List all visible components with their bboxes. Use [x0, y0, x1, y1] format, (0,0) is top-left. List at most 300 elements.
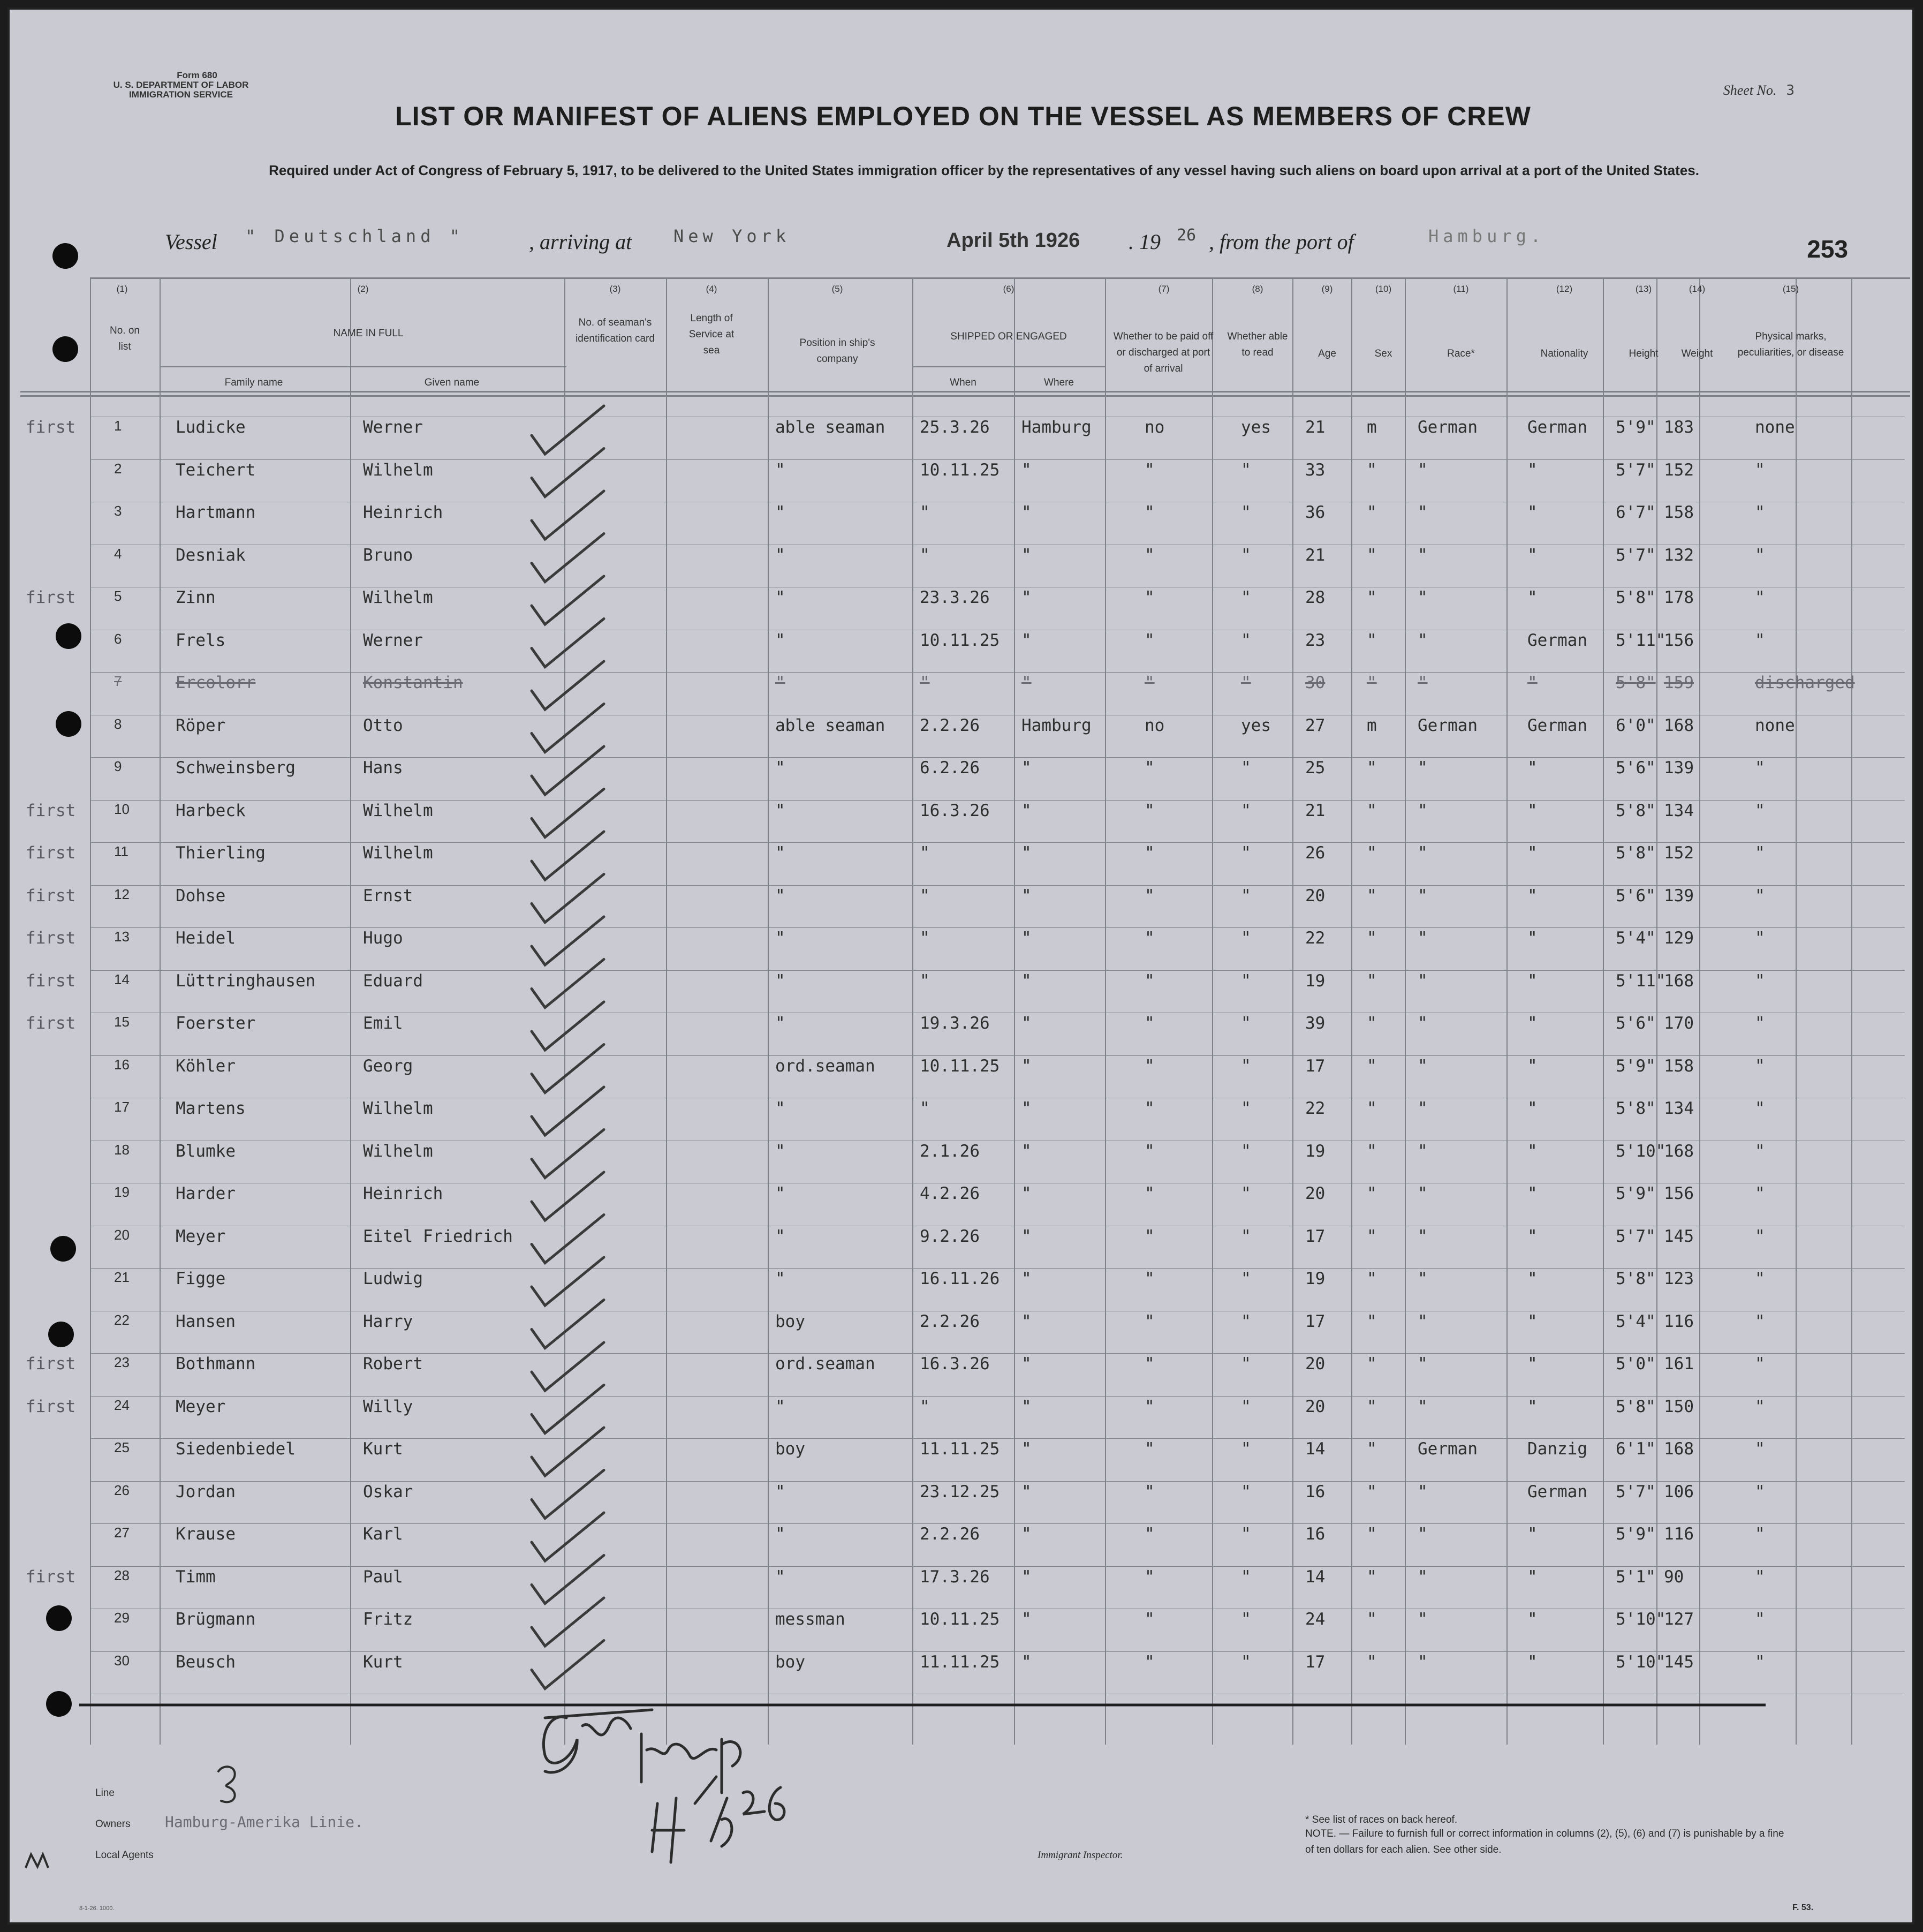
paid-off: " [1145, 758, 1155, 778]
sex: " [1367, 460, 1377, 480]
shipped-when: " [920, 1397, 930, 1416]
check-mark [532, 1513, 604, 1561]
col-num-1: (1) [116, 284, 128, 294]
col-position: Position in ship's company [799, 337, 875, 365]
nationality: Danzig [1527, 1439, 1587, 1459]
col-shipped: SHIPPED OR ENGAGED [950, 331, 1067, 342]
position: " [775, 1226, 785, 1246]
physical-marks: " [1755, 1226, 1765, 1246]
age: 22 [1305, 1099, 1326, 1118]
owners-label: Owners [95, 1818, 131, 1830]
age: 36 [1305, 503, 1326, 522]
shipped-where: " [1021, 1397, 1032, 1416]
local-agents-label: Local Agents [95, 1850, 154, 1861]
weight: 158 [1664, 1056, 1694, 1076]
weight: 139 [1664, 758, 1694, 778]
height: 5'10" [1616, 1610, 1666, 1629]
position: " [775, 630, 785, 650]
age: 21 [1305, 545, 1326, 565]
family-name: Heidel [176, 929, 236, 948]
first-trip-note: first [26, 1014, 76, 1033]
nationality: German [1527, 418, 1587, 437]
able-to-read: " [1241, 1652, 1251, 1672]
weight: 123 [1664, 1269, 1694, 1288]
family-name: Röper [176, 715, 226, 735]
row-number: 30 [114, 1652, 130, 1669]
family-name: Krause [176, 1525, 236, 1544]
col-sex: Sex [1374, 348, 1392, 359]
shipped-where: " [1021, 1525, 1032, 1544]
family-name: Beusch [176, 1652, 236, 1672]
weight: 178 [1664, 588, 1694, 607]
nationality: " [1527, 503, 1538, 522]
race: " [1418, 1525, 1428, 1544]
shipped-where: " [1021, 630, 1032, 650]
given-name: Paul [363, 1567, 403, 1587]
shipped-when: 16.3.26 [920, 801, 990, 820]
family-name: Harder [176, 1184, 236, 1203]
able-to-read: " [1241, 503, 1251, 522]
shipped-where: " [1021, 1099, 1032, 1118]
physical-marks: " [1755, 1269, 1765, 1288]
family-name: Ercolorr [176, 673, 256, 692]
paid-off: " [1145, 588, 1155, 607]
race: " [1418, 1056, 1428, 1076]
paid-off: " [1145, 1354, 1155, 1373]
nationality: " [1527, 971, 1538, 991]
row-number: 22 [114, 1311, 130, 1328]
check-mark [532, 1087, 604, 1135]
check-mark [532, 491, 604, 539]
race: " [1418, 673, 1428, 692]
physical-marks: " [1755, 1397, 1765, 1416]
height: 5'7" [1616, 460, 1656, 480]
row-number: 19 [114, 1184, 130, 1200]
given-name: Ernst [363, 886, 413, 905]
handwriting-layer [10, 10, 1917, 1927]
shipped-where: " [1021, 886, 1032, 905]
check-mark [532, 704, 604, 752]
row-number: 1 [114, 418, 122, 434]
shipped-when: 10.11.25 [920, 1610, 1000, 1629]
nationality: " [1527, 1610, 1538, 1629]
position: " [775, 1141, 785, 1161]
first-trip-note: first [26, 1354, 76, 1373]
physical-marks: " [1755, 971, 1765, 991]
age: 24 [1305, 1610, 1326, 1629]
form-code: F. 53. [1792, 1903, 1814, 1912]
check-mark [532, 1002, 604, 1050]
col-num-13: (13) [1635, 284, 1652, 294]
weight: 132 [1664, 545, 1694, 565]
row-number: 3 [114, 503, 122, 519]
check-mark [532, 1130, 604, 1178]
nationality: " [1527, 843, 1538, 863]
row-number: 13 [114, 929, 130, 945]
sex: " [1367, 1226, 1377, 1246]
weight: 134 [1664, 801, 1694, 820]
col-num-3: (3) [609, 284, 621, 294]
paid-off: " [1145, 1439, 1155, 1459]
sex: " [1367, 588, 1377, 607]
given-name: Harry [363, 1311, 413, 1331]
form-service: IMMIGRATION SERVICE [129, 89, 233, 100]
first-trip-note: first [26, 801, 76, 820]
weight: 156 [1664, 1184, 1694, 1203]
given-name: Wilhelm [363, 1141, 433, 1161]
position: ord.seaman [775, 1354, 875, 1373]
position: " [775, 1014, 785, 1033]
row-number: 7 [114, 673, 122, 689]
nationality: " [1527, 1056, 1538, 1076]
able-to-read: " [1241, 1567, 1251, 1587]
given-name: Eitel Friedrich [363, 1226, 513, 1246]
able-to-read: " [1241, 673, 1251, 692]
col-no-on-list: No. on list [110, 325, 140, 352]
shipped-when: " [920, 673, 930, 692]
able-to-read: " [1241, 1525, 1251, 1544]
age: 16 [1305, 1482, 1326, 1501]
paid-off: " [1145, 460, 1155, 480]
nationality: " [1527, 1184, 1538, 1203]
col-physical: Physical marks, peculiarities, or disease [1737, 331, 1844, 358]
position: " [775, 1525, 785, 1544]
race: " [1418, 1184, 1428, 1203]
line-label: Line [95, 1787, 115, 1799]
able-to-read: " [1241, 545, 1251, 565]
height: 5'7" [1616, 1226, 1656, 1246]
sex: " [1367, 1652, 1377, 1672]
race: German [1418, 715, 1478, 735]
shipped-where: " [1021, 843, 1032, 863]
height: 5'11" [1616, 971, 1666, 991]
family-name: Martens [176, 1099, 246, 1118]
age: 17 [1305, 1652, 1326, 1672]
family-name: Dohse [176, 886, 226, 905]
paid-off: " [1145, 801, 1155, 820]
physical-marks: " [1755, 630, 1765, 650]
check-mark [532, 1385, 604, 1433]
able-to-read: " [1241, 1056, 1251, 1076]
given-name: Oskar [363, 1482, 413, 1501]
age: 20 [1305, 886, 1326, 905]
row-number: 11 [114, 843, 128, 859]
able-to-read: " [1241, 758, 1251, 778]
able-to-read: " [1241, 1311, 1251, 1331]
weight: 139 [1664, 886, 1694, 905]
check-mark [532, 1342, 604, 1391]
age: 14 [1305, 1567, 1326, 1587]
paid-off: " [1145, 673, 1155, 692]
able-to-read: " [1241, 1397, 1251, 1416]
row-number: 10 [114, 801, 130, 817]
shipped-where: " [1021, 1482, 1032, 1501]
race: " [1418, 971, 1428, 991]
race: " [1418, 1269, 1428, 1288]
col-given-name: Given name [424, 377, 480, 388]
nationality: " [1527, 1311, 1538, 1331]
first-trip-note: first [26, 929, 76, 948]
sex: " [1367, 1269, 1377, 1288]
shipped-when: " [920, 886, 930, 905]
col-length-service: Length of Service at sea [688, 313, 735, 356]
check-mark [532, 746, 604, 795]
shipped-when: 10.11.25 [920, 630, 1000, 650]
shipped-where: " [1021, 1056, 1032, 1076]
age: 19 [1305, 1269, 1326, 1288]
sex: " [1367, 1311, 1377, 1331]
physical-marks: " [1755, 1610, 1765, 1629]
sex: " [1367, 843, 1377, 863]
row-number: 20 [114, 1226, 130, 1243]
physical-marks: " [1755, 1056, 1765, 1076]
paid-off: " [1145, 1226, 1155, 1246]
shipped-when: 2.2.26 [920, 1311, 980, 1331]
sex: " [1367, 1354, 1377, 1373]
physical-marks: " [1755, 886, 1765, 905]
shipped-when: 11.11.25 [920, 1652, 1000, 1672]
height: 5'8" [1616, 1397, 1656, 1416]
physical-marks: " [1755, 801, 1765, 820]
shipped-where: " [1021, 801, 1032, 820]
position: " [775, 758, 785, 778]
given-name: Bruno [363, 545, 413, 565]
check-mark [532, 406, 604, 454]
position: " [775, 1567, 785, 1587]
check-mark [532, 1556, 604, 1604]
shipped-when: 2.2.26 [920, 715, 980, 735]
given-name: Wilhelm [363, 843, 433, 863]
col-num-12: (12) [1556, 284, 1573, 294]
races-note: * See list of races on back hereof. [1305, 1814, 1458, 1825]
physical-marks: " [1755, 1141, 1765, 1161]
sheet-number-label: Sheet No. [1723, 82, 1777, 98]
paid-off: " [1145, 1184, 1155, 1203]
family-name: Schweinsberg [176, 758, 296, 778]
position: boy [775, 1439, 805, 1459]
check-mark [532, 917, 604, 965]
form-department: U. S. DEPARTMENT OF LABOR [113, 80, 249, 90]
race: " [1418, 1567, 1428, 1587]
family-name: Harbeck [176, 801, 246, 820]
sex: m [1367, 418, 1377, 437]
age: 27 [1305, 715, 1326, 735]
row-number: 17 [114, 1099, 130, 1115]
first-trip-note: first [26, 588, 76, 607]
race: " [1418, 1311, 1428, 1331]
age: 22 [1305, 929, 1326, 948]
nationality: " [1527, 1525, 1538, 1544]
position: messman [775, 1610, 845, 1629]
height: 5'9" [1616, 418, 1656, 437]
col-num-11: (11) [1453, 284, 1469, 294]
row-number: 5 [114, 588, 122, 604]
able-to-read: " [1241, 588, 1251, 607]
col-num-5: (5) [831, 284, 843, 294]
able-to-read: " [1241, 1226, 1251, 1246]
height: 5'10" [1616, 1652, 1666, 1672]
age: 21 [1305, 418, 1326, 437]
age: 39 [1305, 1014, 1326, 1033]
weight: 127 [1664, 1610, 1694, 1629]
shipped-when: 16.11.26 [920, 1269, 1000, 1288]
sex: " [1367, 630, 1377, 650]
family-name: Siedenbiedel [176, 1439, 296, 1459]
col-num-4: (4) [706, 284, 717, 294]
weight: 145 [1664, 1652, 1694, 1672]
sex: " [1367, 1525, 1377, 1544]
sex: " [1367, 1184, 1377, 1203]
shipped-where: " [1021, 673, 1032, 692]
able-to-read: " [1241, 1269, 1251, 1288]
position: " [775, 673, 785, 692]
shipped-when: " [920, 843, 930, 863]
physical-marks: " [1755, 1354, 1765, 1373]
col-race: Race* [1447, 348, 1475, 359]
shipped-when: 2.1.26 [920, 1141, 980, 1161]
able-to-read: " [1241, 1014, 1251, 1033]
check-mark [532, 1641, 604, 1689]
shipped-when: " [920, 929, 930, 948]
check-mark [532, 576, 604, 624]
position: " [775, 1482, 785, 1501]
paid-off: " [1145, 1397, 1155, 1416]
manifest-sheet [7, 7, 1914, 1925]
sex: " [1367, 673, 1377, 692]
col-name-in-full: NAME IN FULL [333, 328, 404, 339]
race: " [1418, 1354, 1428, 1373]
position: " [775, 929, 785, 948]
physical-marks: " [1755, 1184, 1765, 1203]
able-to-read: " [1241, 1482, 1251, 1501]
able-to-read: " [1241, 886, 1251, 905]
year-suffix: 26 [1177, 226, 1197, 245]
paid-off: " [1145, 1099, 1155, 1118]
race: German [1418, 1439, 1478, 1459]
sex: " [1367, 1482, 1377, 1501]
position: " [775, 843, 785, 863]
col-num-15: (15) [1782, 284, 1799, 294]
position: " [775, 1099, 785, 1118]
age: 19 [1305, 1141, 1326, 1161]
arriving-label: , arriving at [529, 230, 632, 254]
position: " [775, 460, 785, 480]
able-to-read: " [1241, 1141, 1251, 1161]
shipped-when: " [920, 1099, 930, 1118]
able-to-read: " [1241, 1184, 1251, 1203]
sex: " [1367, 971, 1377, 991]
age: 21 [1305, 801, 1326, 820]
race: " [1418, 1652, 1428, 1672]
family-name: Hartmann [176, 503, 256, 522]
shipped-when: 19.3.26 [920, 1014, 990, 1033]
position: " [775, 971, 785, 991]
able-to-read: " [1241, 1439, 1251, 1459]
nationality: " [1527, 1014, 1538, 1033]
row-number: 28 [114, 1567, 130, 1583]
row-number: 18 [114, 1141, 130, 1158]
sex: " [1367, 1056, 1377, 1076]
race: " [1418, 1141, 1428, 1161]
given-name: Hans [363, 758, 403, 778]
col-num-2: (2) [357, 284, 369, 294]
sex: " [1367, 503, 1377, 522]
date-stamp: April 5th 1926 [947, 229, 1080, 252]
family-name: Brügmann [176, 1610, 256, 1629]
sex: " [1367, 1014, 1377, 1033]
physical-marks: " [1755, 588, 1765, 607]
sex: " [1367, 1099, 1377, 1118]
position: " [775, 1397, 785, 1416]
age: 20 [1305, 1184, 1326, 1203]
nationality: " [1527, 1141, 1538, 1161]
age: 23 [1305, 630, 1326, 650]
height: 6'0" [1616, 715, 1656, 735]
given-name: Karl [363, 1525, 403, 1544]
sex: " [1367, 1141, 1377, 1161]
weight: 159 [1664, 673, 1694, 692]
shipped-where: Hamburg [1021, 715, 1092, 735]
physical-marks: " [1755, 503, 1765, 522]
shipped-where: " [1021, 1226, 1032, 1246]
paid-off: " [1145, 545, 1155, 565]
shipped-where: " [1021, 1311, 1032, 1331]
height: 5'9" [1616, 1056, 1656, 1076]
able-to-read: " [1241, 460, 1251, 480]
sex: " [1367, 1610, 1377, 1629]
col-when: When [950, 377, 976, 388]
nationality: " [1527, 545, 1538, 565]
check-mark [532, 449, 604, 497]
race: " [1418, 1099, 1428, 1118]
family-name: Lüttringhausen [176, 971, 316, 991]
weight: 152 [1664, 843, 1694, 863]
given-name: Emil [363, 1014, 403, 1033]
age: 33 [1305, 460, 1326, 480]
check-mark [532, 1172, 604, 1220]
row-number: 6 [114, 630, 122, 647]
age: 20 [1305, 1397, 1326, 1416]
check-mark [532, 1257, 604, 1305]
nationality: " [1527, 1397, 1538, 1416]
printer-mark: 8-1-26. 1000. [79, 1905, 115, 1912]
shipped-when: 23.3.26 [920, 588, 990, 607]
given-name: Otto [363, 715, 403, 735]
nationality: " [1527, 801, 1538, 820]
given-name: Willy [363, 1397, 413, 1416]
physical-marks: none [1755, 418, 1795, 437]
family-name: Teichert [176, 460, 256, 480]
able-to-read: yes [1241, 418, 1271, 437]
able-to-read: " [1241, 630, 1251, 650]
shipped-where: " [1021, 1610, 1032, 1629]
nationality: " [1527, 1226, 1538, 1246]
shipped-where: " [1021, 1354, 1032, 1373]
check-mark [532, 1428, 604, 1476]
form-number: Form 680 [177, 70, 217, 80]
col-nationality: Nationality [1540, 348, 1588, 359]
race: " [1418, 843, 1428, 863]
physical-marks: " [1755, 758, 1765, 778]
col-weight: Weight [1681, 348, 1713, 359]
nationality: " [1527, 929, 1538, 948]
position: boy [775, 1652, 805, 1672]
first-trip-note: first [26, 843, 76, 863]
line-number-handwritten [218, 1767, 235, 1802]
check-mark [532, 1300, 604, 1348]
vessel-label: Vessel [165, 230, 217, 254]
check-mark [532, 619, 604, 667]
